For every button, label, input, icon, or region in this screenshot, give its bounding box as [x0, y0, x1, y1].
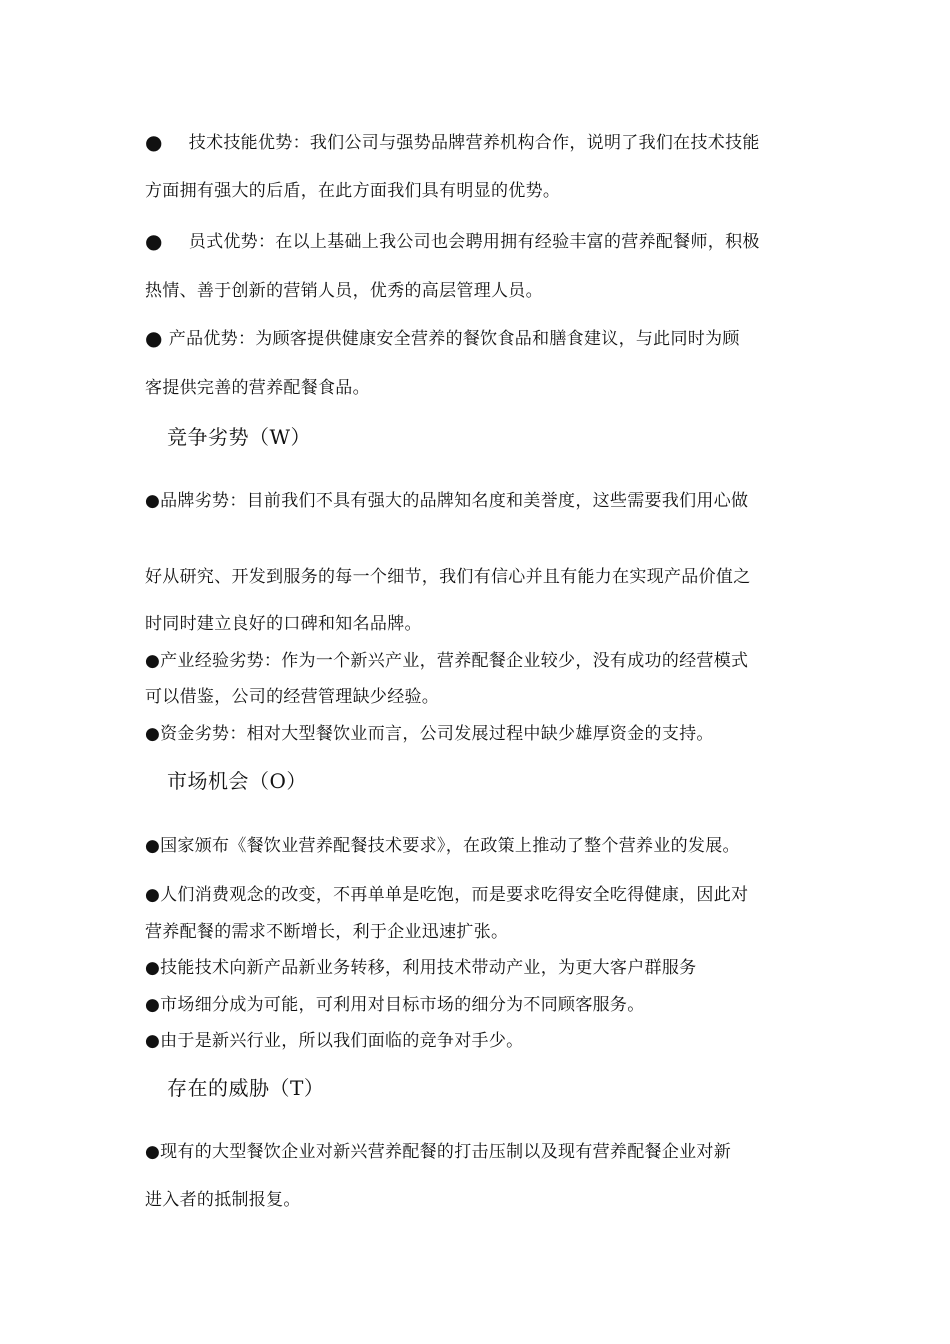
- threat-incumbents-line-2: 进入者的抵制报复。: [145, 1190, 301, 1210]
- weakness-capital-line: ●资金劣势：相对大型餐饮业而言，公司发展过程中缺少雄厚资金的支持。: [145, 724, 714, 744]
- weaknesses-heading: 竞争劣势（W）: [167, 425, 312, 449]
- opportunities-heading: 市场机会（O）: [167, 769, 307, 793]
- opportunity-consumer-line-1: ●人们消费观念的改变，不再单单是吃饱，而是要求吃得安全吃得健康，因此对: [145, 885, 749, 905]
- strength-product-text: 产品优势：为顾客提供健康安全营养的餐饮食品和膳食建议，与此同时为顾: [168, 329, 740, 349]
- threat-incumbents-line-1: ●现有的大型餐饮企业对新兴营养配餐的打击压制以及现有营养配餐企业对新: [145, 1142, 732, 1162]
- weakness-experience-line-2: 可以借鉴，公司的经营管理缺少经验。: [145, 687, 440, 707]
- strength-product-line-2: 客提供完善的营养配餐食品。: [145, 378, 370, 398]
- bullet-icon: ●: [145, 130, 163, 154]
- weakness-brand-line-3: 时同时建立良好的口碑和知名品牌。: [145, 614, 422, 634]
- strength-technical-line-1: [145, 131, 807, 155]
- opportunity-consumer-line-2: 营养配餐的需求不断增长，利于企业迅速扩张。: [145, 922, 509, 942]
- weakness-experience-line-1: ●产业经验劣势：作为一个新兴产业，营养配餐企业较少，没有成功的经营模式: [145, 651, 749, 671]
- opportunity-competition-line: ●由于是新兴行业，所以我们面临的竞争对手少。: [145, 1031, 524, 1051]
- weakness-brand-line-1: ●品牌劣势：目前我们不具有强大的品牌知名度和美誉度，这些需要我们用心做: [145, 491, 749, 511]
- strength-technical-line-2: 方面拥有强大的后盾，在此方面我们具有明显的优势。: [145, 181, 561, 201]
- bullet-icon: ●: [145, 229, 163, 253]
- strength-staff-line-2: 热情、善于创新的营销人员，优秀的高层管理人员。: [145, 281, 543, 301]
- threats-heading: 存在的威胁（T）: [167, 1076, 325, 1100]
- opportunity-segmentation-line: ●市场细分成为可能，可利用对目标市场的细分为不同顾客服务。: [145, 995, 645, 1015]
- opportunity-policy-line: ●国家颁布《餐饮业营养配餐技术要求》，在政策上推动了整个营养业的发展。: [145, 836, 740, 856]
- strength-staff-text: 员式优势：在以上基础上我公司也会聘用拥有经验丰富的营养配餐师，积极: [188, 232, 760, 252]
- opportunity-technology-line: ●技能技术向新产品新业务转移，利用技术带动产业，为更大客户群服务: [145, 958, 697, 978]
- strength-technical-text: 技术技能优势：我们公司与强势品牌营养机构合作，说明了我们在技术技能: [188, 133, 760, 153]
- strength-product-line-1: [145, 327, 807, 351]
- strength-staff-line-1: [145, 230, 807, 254]
- bullet-icon: ●: [145, 326, 163, 350]
- weakness-brand-line-2: 好从研究、开发到服务的每一个细节，我们有信心并且有能力在实现产品价值之: [145, 567, 751, 587]
